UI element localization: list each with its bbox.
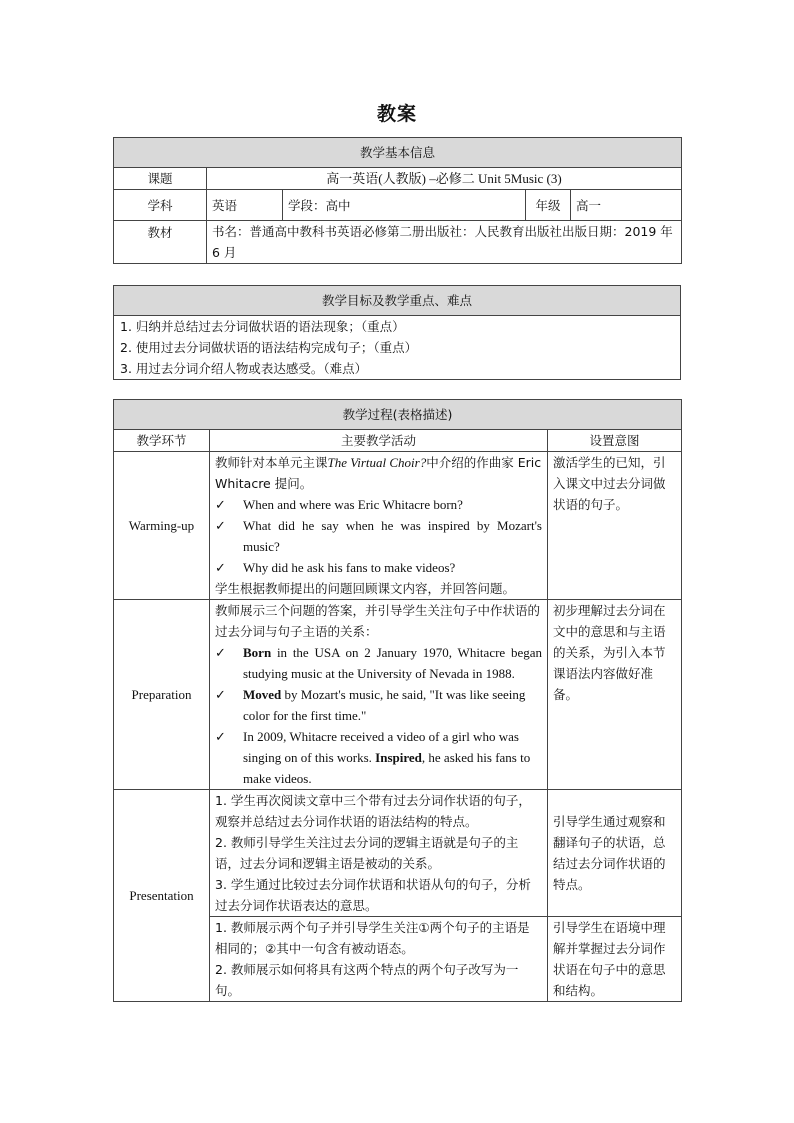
- preparation-sentences: [215, 642, 542, 789]
- list-item: [215, 642, 542, 684]
- presentation-step: 2. 教师引导学生关注过去分词的逻辑主语就是句子的主语，过去分词和逻辑主语是被动的关系。: [215, 835, 519, 871]
- sentence-part: In 2009, Whitacre received a video of a girl who was singing on of this works.: [243, 729, 519, 765]
- presentation-activity-1: [210, 790, 548, 917]
- goal-item: 2. 使用过去分词做状语的语法结构完成句子；（重点）: [120, 340, 418, 355]
- stage-presentation: Presentation: [114, 790, 210, 1002]
- warming-intro: 教师针对本单元主课: [215, 455, 328, 470]
- check-icon: ✓: [215, 729, 226, 744]
- presentation-activity-2: [210, 917, 548, 1002]
- presentation-step: 2. 教师展示如何将具有这两个特点的两个句子改写为一句。: [215, 962, 519, 998]
- textbook-label: 教材: [114, 221, 207, 264]
- stage-text: 学段：高中: [283, 190, 526, 221]
- warming-outro: 学生根据教师提出的问题回顾课文内容，并回答问题。: [215, 581, 516, 596]
- bold-word: Born: [243, 645, 272, 660]
- col-intent-header: 设置意图: [548, 430, 682, 452]
- check-icon: ✓: [215, 645, 226, 660]
- presentation-intent-2: 引导学生在语境中理解并掌握过去分词作状语在句子中的意思和结构。: [548, 917, 682, 1002]
- grade-label: 年级: [526, 190, 571, 221]
- warming-intent: 激活学生的已知，引入课文中过去分词做状语的句子。: [548, 452, 682, 600]
- presentation-step: 1. 学生再次阅读文章中三个带有过去分词作状语的句子，观察并总结过去分词作状语的语法结构的特点。: [215, 793, 531, 829]
- list-item: [215, 494, 542, 515]
- grade-value: 高一: [571, 190, 682, 221]
- presentation-step: 1. 教师展示两个句子并引导学生关注①两个句子的主语是相同的；②其中一句含有被动语态。: [215, 920, 530, 956]
- goal-item: 3. 用过去分词介绍人物或表达感受。（难点）: [120, 361, 368, 376]
- goals-list: [114, 316, 681, 380]
- sentence-text: [243, 684, 542, 726]
- warming-title: The Virtual Choir?: [327, 455, 427, 470]
- question-text: What did he say when he was inspired by Mozart's music?: [243, 518, 542, 554]
- col-stage-header: 教学环节: [114, 430, 210, 452]
- course-value: 高一英语(人教版) –必修二 Unit 5Music (3): [207, 168, 682, 190]
- goals-table: [113, 285, 681, 380]
- list-item: [215, 684, 542, 726]
- sentence-rest: by Mozart's music, he said, "It was like seeing color for the first time.": [243, 687, 526, 723]
- question-text: When and where was Eric Whitacre born?: [243, 497, 463, 512]
- subject-value: 英语: [207, 190, 283, 221]
- warming-activity: [210, 452, 548, 600]
- preparation-intent: 初步理解过去分词在文中的意思和与主语的关系，为引入本节课语法内容做好准备。: [548, 600, 682, 790]
- sentence-text: [243, 726, 542, 789]
- process-header: 教学过程(表格描述): [114, 400, 682, 430]
- presentation-step: 3. 学生通过比较过去分词作状语和状语从句的句子，分析过去分词作状语表达的意思。: [215, 877, 531, 913]
- course-label: 课题: [114, 168, 207, 190]
- page-title: 教案: [376, 103, 417, 125]
- sentence-part: , he asked his fans to make videos.: [243, 750, 531, 786]
- list-item: [215, 515, 542, 557]
- basic-info-header: 教学基本信息: [114, 138, 682, 168]
- preparation-activity: [210, 600, 548, 790]
- stage-warming-up: Warming-up: [114, 452, 210, 600]
- check-icon: ✓: [215, 497, 226, 512]
- check-icon: ✓: [215, 687, 226, 702]
- goal-item: 1. 归纳并总结过去分词做状语的语法现象；（重点）: [120, 319, 405, 334]
- list-item: [215, 726, 542, 789]
- warming-questions: [215, 494, 542, 578]
- sentence-text: [243, 642, 542, 684]
- basic-info-table: [113, 137, 682, 264]
- goals-header: 教学目标及教学重点、难点: [114, 286, 681, 316]
- subject-label: 学科: [114, 190, 207, 221]
- check-icon: ✓: [215, 560, 226, 575]
- stage-preparation: Preparation: [114, 600, 210, 790]
- textbook-value: 书名：普通高中教科书英语必修第二册出版社：人民教育出版社出版日期：2019 年 6 月: [207, 221, 682, 264]
- presentation-intent-1: 引导学生通过观察和翻译句子的状语，总结过去分词作状语的特点。: [548, 790, 682, 917]
- warming-intro-b: 中介绍的作曲家 Eric Whitacre 提问。: [215, 455, 542, 491]
- question-text: Why did he ask his fans to make videos?: [243, 560, 456, 575]
- check-icon: ✓: [215, 518, 226, 533]
- list-item: [215, 557, 542, 578]
- col-activity-header: 主要教学活动: [210, 430, 548, 452]
- bold-word: Inspired: [375, 750, 422, 765]
- sentence-rest: in the USA on 2 January 1970, Whitacre began studying music at the University of Nevada in 1988.: [243, 645, 542, 681]
- preparation-intro: 教师展示三个问题的答案，并引导学生关注句子中作状语的过去分词与句子主语的关系：: [215, 603, 541, 639]
- bold-word: Moved: [243, 687, 282, 702]
- process-table: [113, 399, 682, 1002]
